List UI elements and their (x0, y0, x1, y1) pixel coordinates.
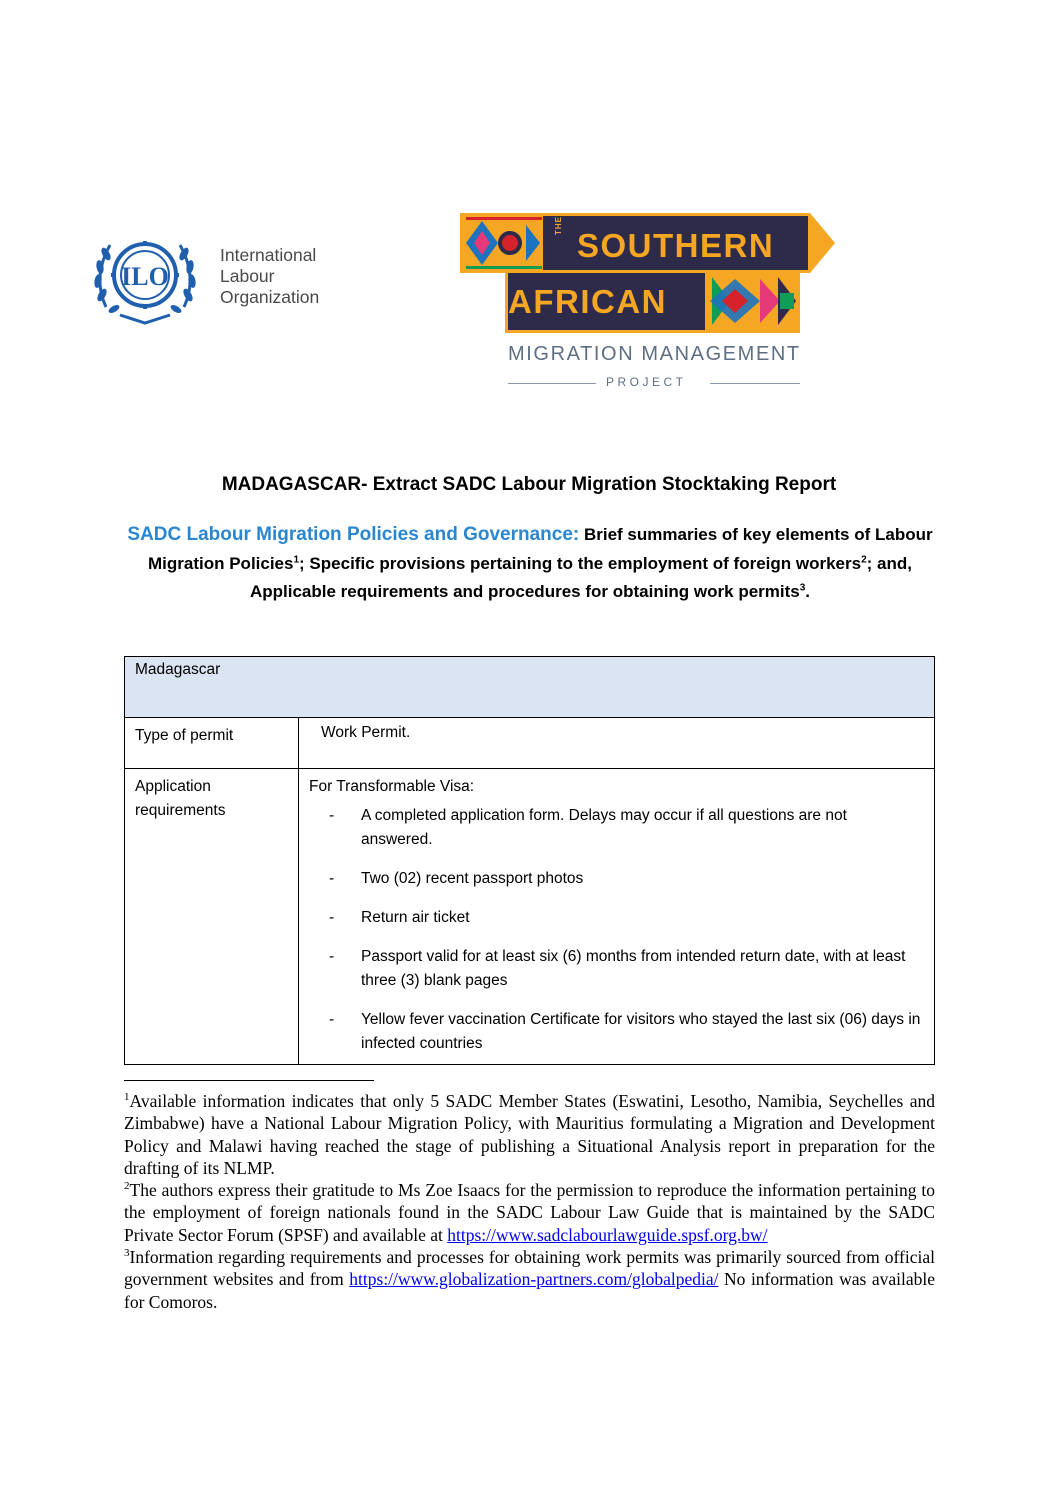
subtitle-footnote-ref-2: 2 (861, 553, 867, 565)
sadc-labour-law-guide-link[interactable]: https://www.sadclabourlawguide.spsf.org.bw/ (447, 1224, 768, 1245)
requirements-list (309, 804, 924, 1056)
dash-bullet: - (329, 870, 335, 887)
dash-bullet: - (329, 807, 335, 824)
requirement-text: Passport valid for at least six (6) months from intended return date, with at least three (3) blank pages (361, 948, 906, 989)
country-cell: Madagascar (125, 657, 935, 718)
table-header-row (125, 657, 935, 718)
requirement-text: Return air ticket (361, 909, 470, 926)
dash-bullet: - (329, 948, 335, 965)
samm-project: PROJECT (606, 375, 687, 389)
list-item (309, 804, 924, 852)
table-row (125, 769, 935, 1065)
footnote-text: Available information indicates that only 5 SADC Member States (Eswatini, Lesotho, Namibia, Seychelles and Zimbabwe) have a National Labour Migration Policy, with Mauritius formulating a Migration and Development Policy and Malawi having reached the stage of publishing a Situational Analysis report in preparation for the drafting of its NLMP. (124, 1091, 935, 1178)
footnote-separator (124, 1080, 374, 1081)
subtitle-footnote-ref-1: 1 (293, 553, 300, 565)
samm-tag: THE (554, 216, 563, 235)
requirement-text: Yellow fever vaccination Certificate for visitors who stayed the last six (06) days in infected countries (361, 1011, 921, 1052)
footnote-text-end: No information was available for Comoros. (124, 1269, 935, 1312)
subtitle-lead: SADC Labour Migration Policies and Governance: (127, 524, 580, 545)
dash-bullet: - (329, 1011, 335, 1028)
subtitle-part3: ; and, Applicable requirements and procedures for obtaining work permits (249, 553, 912, 601)
requirement-text: A completed application form. Delays may occur if all questions are not answered. (361, 807, 847, 848)
footnote-number: 2 (124, 1180, 130, 1193)
samm-divider-right (710, 383, 800, 384)
samm-divider-left (508, 383, 596, 384)
list-item (309, 1008, 924, 1056)
footnote-number: 3 (124, 1247, 130, 1260)
list-item (309, 867, 924, 891)
footnotes (124, 1090, 935, 1313)
requirement-text: Two (02) recent passport photos (361, 870, 584, 887)
footnote-text: The authors express their gratitude to Ms Zoe Isaacs for the permission to reproduce the information pertaining to the employment of foreign nationals found in the SADC Labour Law Guide that is maintained by the SADC Private Sector Forum (SPSF) and available at (124, 1180, 935, 1245)
document-subtitle (124, 521, 936, 607)
type-label-cell: Type of permit (125, 718, 299, 769)
ilo-emblem-icon (92, 229, 198, 325)
type-value-cell: Work Permit. (299, 718, 935, 769)
globalpedia-link[interactable]: https://www.globalization-partners.com/globalpedia/ (349, 1269, 719, 1290)
dash-bullet: - (329, 909, 335, 926)
samm-word-african: AFRICAN (508, 283, 667, 320)
samm-logo (460, 213, 840, 393)
permit-table (124, 656, 935, 1065)
footnote-3 (124, 1246, 935, 1313)
samm-word-southern: SOUTHERN (577, 227, 775, 264)
samm-subtitle: MIGRATION MANAGEMENT (508, 343, 801, 365)
table-row (125, 718, 935, 769)
requirements-label-cell: Application requirements (125, 769, 299, 1065)
footnote-text: Information regarding requirements and processes for obtaining work permits was primarily sourced from official government websites and from (124, 1247, 935, 1290)
footnote-2 (124, 1179, 935, 1246)
ilo-emblem-letters: ILO (121, 262, 169, 291)
requirements-cell (299, 769, 935, 1065)
subtitle-end: . (805, 582, 811, 601)
subtitle-footnote-ref-3: 3 (799, 582, 806, 594)
list-item (309, 945, 924, 993)
requirements-intro: For Transformable Visa: (309, 778, 475, 795)
ilo-logo-text: International Labour Organization (220, 245, 320, 307)
list-item (309, 906, 924, 930)
ilo-logo (92, 229, 332, 329)
footnote-1 (124, 1090, 935, 1179)
footnote-number: 1 (124, 1091, 130, 1104)
subtitle-part2: ; Specific provisions pertaining to the employment of foreign workers (299, 553, 862, 573)
document-title: MADAGASCAR- Extract SADC Labour Migration Stocktaking Report (221, 474, 837, 495)
subtitle-part1: Brief summaries of key elements of Labour Migration Policies (148, 525, 933, 573)
